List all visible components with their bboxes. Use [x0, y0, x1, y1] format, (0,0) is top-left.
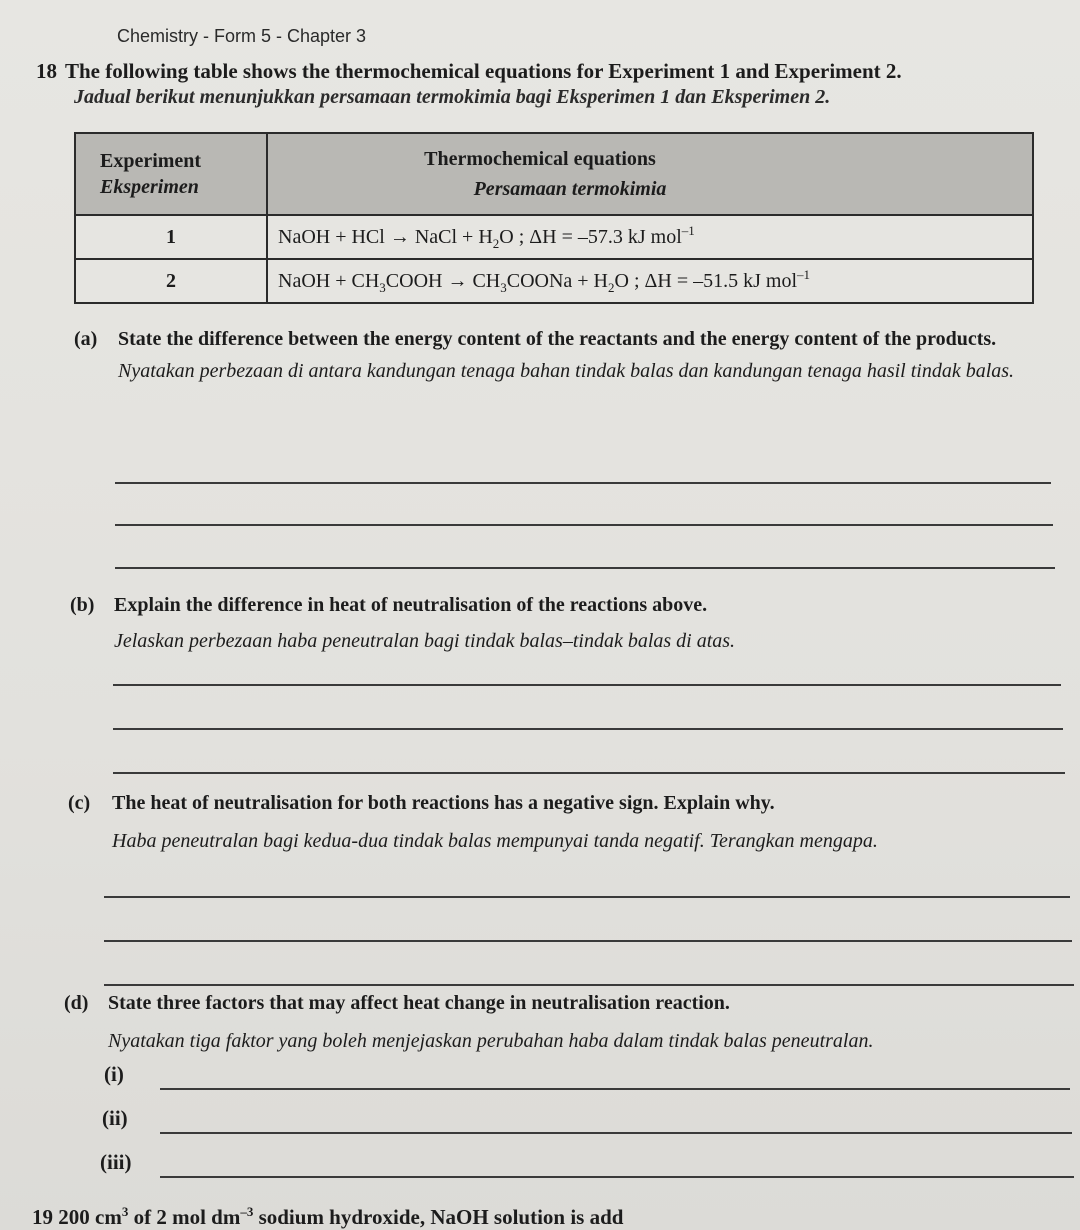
part-b [70, 592, 1050, 654]
part-c [68, 790, 1068, 854]
answer-line[interactable] [113, 772, 1065, 774]
part-label: (a) [74, 328, 98, 350]
question-19-text: 200 cm [58, 1205, 122, 1229]
col2-label-my: Persamaan termokimia [473, 178, 667, 200]
answer-line[interactable] [104, 896, 1070, 898]
equation-text: NaOH + CH [278, 269, 380, 292]
factor-item-label: (ii) [102, 1106, 128, 1130]
col1-label-en: Experiment [100, 150, 202, 172]
part-label: (b) [70, 594, 95, 616]
subscript: 3 [500, 279, 507, 295]
equation-cell [267, 215, 1033, 259]
part-b-question-en: Explain the difference in heat of neutralisation of the reactions above. [114, 594, 708, 616]
subscript: 2 [608, 279, 615, 295]
part-a-question-my: Nyatakan perbezaan di antara kandungan tenaga bahan tindak balas dan kandungan tenaga hasil tindak balas. [118, 360, 1015, 382]
table-header-row [75, 133, 1033, 215]
part-a-question-en: State the difference between the energy content of the reactants and the energy content of the products. [118, 328, 997, 350]
answer-line[interactable] [115, 567, 1055, 569]
experiment-number: 2 [75, 259, 267, 303]
equation-cell [267, 259, 1033, 303]
thermochemical-table [74, 132, 1034, 304]
equation-text: NaOH + HCl → NaCl + H [278, 225, 493, 248]
answer-line[interactable] [115, 524, 1053, 526]
question-19-start [32, 1204, 623, 1230]
part-d [64, 990, 1074, 1054]
part-label: (d) [64, 992, 89, 1014]
answer-line[interactable] [113, 728, 1063, 730]
question-intro-en: The following table shows the thermochemical equations for Experiment 1 and Experiment 2. [65, 59, 902, 83]
column-header-experiment [75, 133, 267, 215]
subscript: 2 [492, 235, 500, 251]
superscript: –3 [240, 1204, 254, 1219]
part-b-question-my: Jelaskan perbezaan haba peneutralan bagi tindak balas–tindak balas di atas. [114, 630, 736, 652]
part-c-question-my: Haba peneutralan bagi kedua-dua tindak balas mempunyai tanda negatif. Terangkan mengapa. [112, 830, 878, 852]
part-label: (c) [68, 792, 91, 814]
equation-text: COOH → CH [385, 269, 501, 292]
question-number: 19 [32, 1205, 53, 1229]
answer-line[interactable] [160, 1176, 1074, 1178]
answer-line[interactable] [115, 482, 1051, 484]
question-19-text: of 2 mol dm [128, 1205, 241, 1229]
question-intro-my: Jadual berikut menunjukkan persamaan termokimia bagi Eksperimen 1 dan Eksperimen 2. [74, 86, 831, 108]
superscript: 3 [121, 1204, 129, 1219]
column-header-equations [267, 133, 1033, 215]
question-18-intro [36, 58, 1066, 84]
part-c-question-en: The heat of neutralisation for both reactions has a negative sign. Explain why. [112, 792, 775, 814]
part-d-question-en: State three factors that may affect heat change in neutralisation reaction. [108, 992, 730, 1014]
answer-line[interactable] [113, 684, 1061, 686]
part-d-question-my: Nyatakan tiga faktor yang boleh menjejaskan perubahan haba dalam tindak balas peneutralan. [108, 1030, 874, 1052]
superscript: –1 [681, 222, 695, 238]
col1-label-my: Eksperimen [100, 176, 199, 198]
answer-line[interactable] [160, 1132, 1072, 1134]
experiment-number: 1 [75, 215, 267, 259]
equation-text: O ; ΔH = –51.5 kJ mol [614, 269, 797, 292]
answer-line[interactable] [160, 1088, 1070, 1090]
table-row [75, 259, 1033, 303]
factor-item-label: (iii) [100, 1150, 132, 1174]
table-row [75, 215, 1033, 259]
part-a [74, 326, 1034, 384]
equation-text: O ; ΔH = –57.3 kJ mol [499, 225, 682, 248]
running-header: Chemistry - Form 5 - Chapter 3 [117, 26, 367, 46]
factor-item-label: (i) [104, 1062, 124, 1086]
subscript: 3 [379, 279, 386, 295]
equation-text: COONa + H [506, 269, 609, 292]
superscript: –1 [797, 266, 810, 282]
answer-line[interactable] [104, 984, 1074, 986]
question-number: 18 [36, 59, 57, 83]
answer-line[interactable] [104, 940, 1072, 942]
col2-label-en: Thermochemical equations [424, 148, 656, 170]
question-19-text: sodium hydroxide, NaOH solution is add [253, 1205, 624, 1229]
